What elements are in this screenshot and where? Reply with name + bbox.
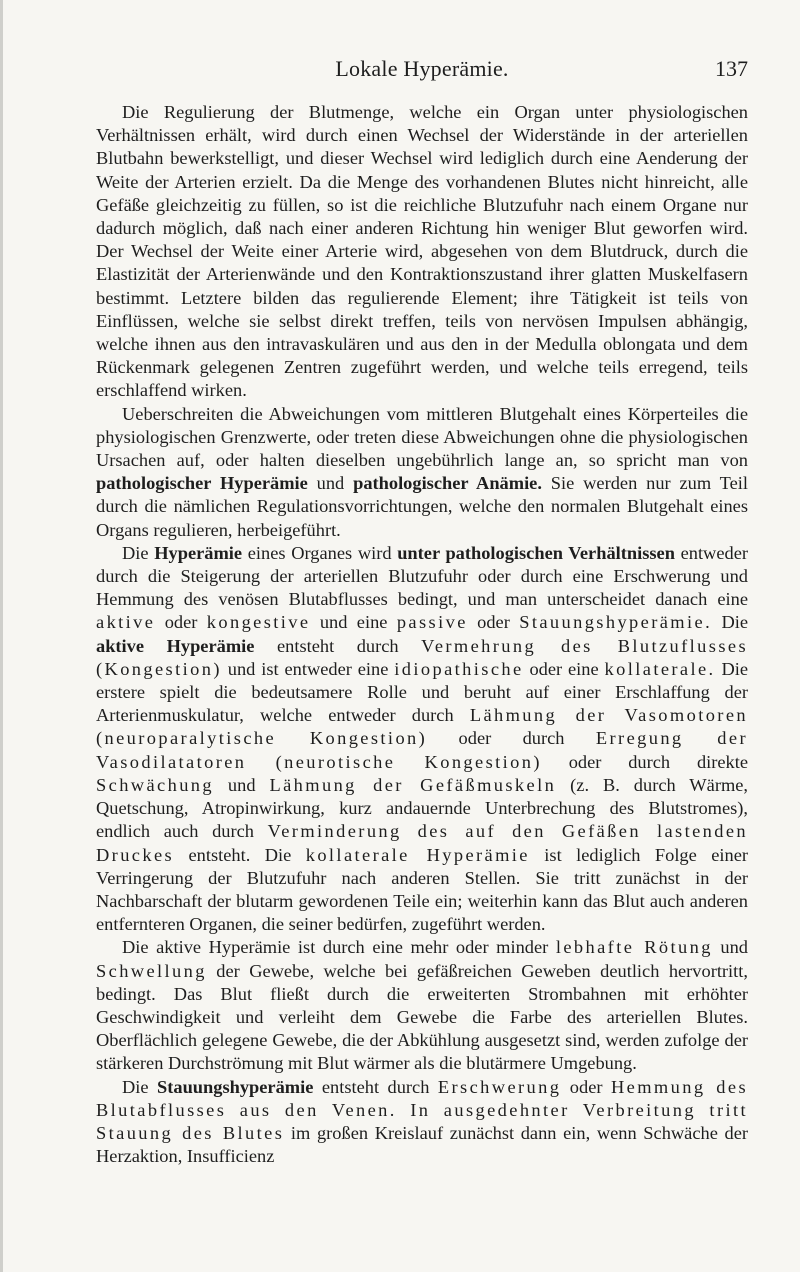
spaced-emphasis: Vermehrung des Blutzuflusses (Kongestion) — [96, 635, 749, 679]
bold-term: Stauungshyperämie — [157, 1076, 314, 1097]
spaced-emphasis: passive — [396, 612, 468, 633]
spaced-emphasis: Lähmung der Vasomotoren (neuroparalytische Kongestion) — [96, 705, 748, 749]
text-run: Die — [712, 612, 749, 633]
paragraph — [96, 936, 748, 1075]
text-run: der Gewebe, welche bei gefäßreichen Geweben deutlich hervortritt, bedingt. Das Blut fließt durch die erweiterten Strombahnen mit erhöhter Geschwindigkeit und verleiht dem Gewebe die Farbe des arteriellen Blutes. Oberflächlich gelegene Gewebe, die der Abkühlung ausgesetzt sind, werden zufolge der stärkeren Durchströmung mit Blut wärmer als die blutärmere Umgebung. — [96, 960, 748, 1074]
bold-term: unter pathologischen Verhältnissen — [397, 542, 675, 563]
bold-term: pathologischer Hyperämie — [96, 473, 308, 494]
paragraph — [96, 542, 748, 936]
spaced-emphasis: kongestive — [206, 612, 311, 633]
text-run: und — [213, 774, 270, 795]
running-header — [96, 56, 748, 92]
text-run: entsteht durch — [254, 635, 422, 656]
bold-term: Hyperämie — [154, 542, 243, 563]
text-run: Die erstere spielt die bedeutsamere Rolle und beruht auf einer Erschlaffung der Arterienmuskulatur, welche entweder durch — [96, 658, 749, 726]
text-run: oder durch — [427, 728, 596, 749]
text-run: und eine — [310, 612, 397, 633]
text-run: und — [712, 937, 748, 958]
text-run: eines Organes wird — [242, 542, 398, 563]
spaced-emphasis: kollaterale. — [604, 658, 716, 679]
page-number: 137 — [715, 56, 748, 81]
text-run: oder — [467, 612, 520, 633]
text-run: entsteht. Die — [174, 844, 306, 865]
spaced-emphasis: kollaterale Hyperämie — [305, 844, 530, 865]
text-run: oder eine — [523, 658, 605, 679]
text-run: Die — [122, 542, 155, 563]
spaced-emphasis: Hemmung des Blutabflusses aus den Venen. In ausgedehnter Verbreitung tritt Stauung des Blutes — [96, 1076, 748, 1143]
bold-term: pathologischer Anämie. — [353, 473, 542, 494]
text-run: (z. B. durch Wärme, Quetschung, Atropinwirkung, kurz andauernde Unterbrechung des Blutstromes), endlich auch durch — [96, 774, 749, 842]
running-title: Lokale Hyperämie. — [335, 56, 509, 81]
page-edge — [0, 0, 3, 1272]
spaced-emphasis: Schwächung — [96, 774, 214, 795]
spaced-emphasis: aktive — [96, 612, 156, 633]
text-run: Die aktive Hyperämie ist durch eine mehr oder minder — [122, 937, 556, 958]
text-run: Die Regulierung der Blutmenge, welche ein Organ unter physiologischen Verhältnissen erhält, wird durch einen Wechsel der Widerstände in der arteriellen Blutbahn bewerkstelligt, und dieser Wechsel wird lediglich durch eine Aenderung der Weite der Arterien erzielt. Da die Menge des vorhandenen Blutes nicht hinreicht, alle Gefäße gleichzeitig zu füllen, so ist die reichliche Blutzufuhr nach einem Organe nur dadurch möglich, daß nach einer anderen Richtung hin weniger Blut geworfen wird. Der Wechsel der Weite einer Arterie wird, abgesehen von dem Blutdruck, durch die Elastizität der Arterienwände und den Kontraktionszustand ihrer glatten Muskelfasern bestimmt. Letztere bilden das regulierende Element; ihre Tätigkeit ist teils von Einflüssen, welche sie selbst direkt treffen, teils von nervösen Impulsen abhängig, welche ihnen aus den intravaskulären und aus den in der Medulla oblongata und dem Rückenmark gelegenen Zentren zugeführt werden, und welche teils erregend, teils erschlaffend wirken. — [96, 102, 748, 401]
spaced-emphasis: lebhafte Rötung — [555, 937, 713, 958]
body-text — [96, 101, 748, 1168]
paragraph — [96, 403, 748, 542]
spaced-emphasis: Schwellung — [96, 960, 207, 981]
paragraph — [96, 101, 748, 403]
text-run: oder — [155, 612, 207, 633]
spaced-emphasis: Erschwerung — [437, 1076, 562, 1097]
bold-term: aktive Hyperämie — [96, 635, 255, 656]
text-run: Ueberschreiten die Abweichungen vom mittleren Blutgehalt eines Körperteiles die physiologischen Grenzwerte, oder treten diese Abweichungen ohne die physiologischen Ursachen auf, oder halten dieselben ungebührlich lange an, so spricht man von — [96, 403, 748, 471]
spaced-emphasis: Lähmung der Gefäßmuskeln — [269, 774, 557, 795]
paragraph — [96, 1076, 748, 1169]
text-run: und ist entweder eine — [221, 658, 395, 679]
text-run: entweder durch die Steigerung der arteriellen Blutzufuhr oder durch eine Erschwerung und Hemmung des venösen Blutabflusses bedingt, und man unterscheidet danach eine — [96, 542, 748, 610]
spaced-emphasis: Verminderung des auf den Gefäßen lastenden Druckes — [96, 821, 748, 865]
text-run: Sie werden nur zum Teil durch die nämlichen Regulationsvorrichtungen, welche den normalen Blutgehalt eines Organs regulieren, herbeigeführt. — [96, 473, 748, 540]
text-run: Die — [122, 1076, 158, 1097]
text-run: oder durch direkte — [541, 751, 749, 772]
text-run: im großen Kreislauf zunächst dann ein, wenn Schwäche der Herzaktion, Insufficienz — [96, 1122, 748, 1167]
spaced-emphasis: idiopathische — [394, 658, 524, 679]
spaced-emphasis: Erregung der Vasodilatatoren (neurotische Kongestion) — [96, 728, 748, 772]
text-run: und — [307, 473, 354, 494]
text-run: entsteht durch — [313, 1076, 438, 1097]
spaced-emphasis: Stauungshyperämie. — [519, 612, 713, 633]
text-run: oder — [561, 1076, 611, 1097]
text-run: ist lediglich Folge einer Verringerung der Blutzufuhr nach anderen Stellen. Sie tritt zunächst in der Nachbarschaft der blutarm gewordenen Teile ein; weiterhin kann das Blut auch anderen entfernteren Organen, die seiner bedürfen, zugeführt werden. — [96, 844, 748, 935]
